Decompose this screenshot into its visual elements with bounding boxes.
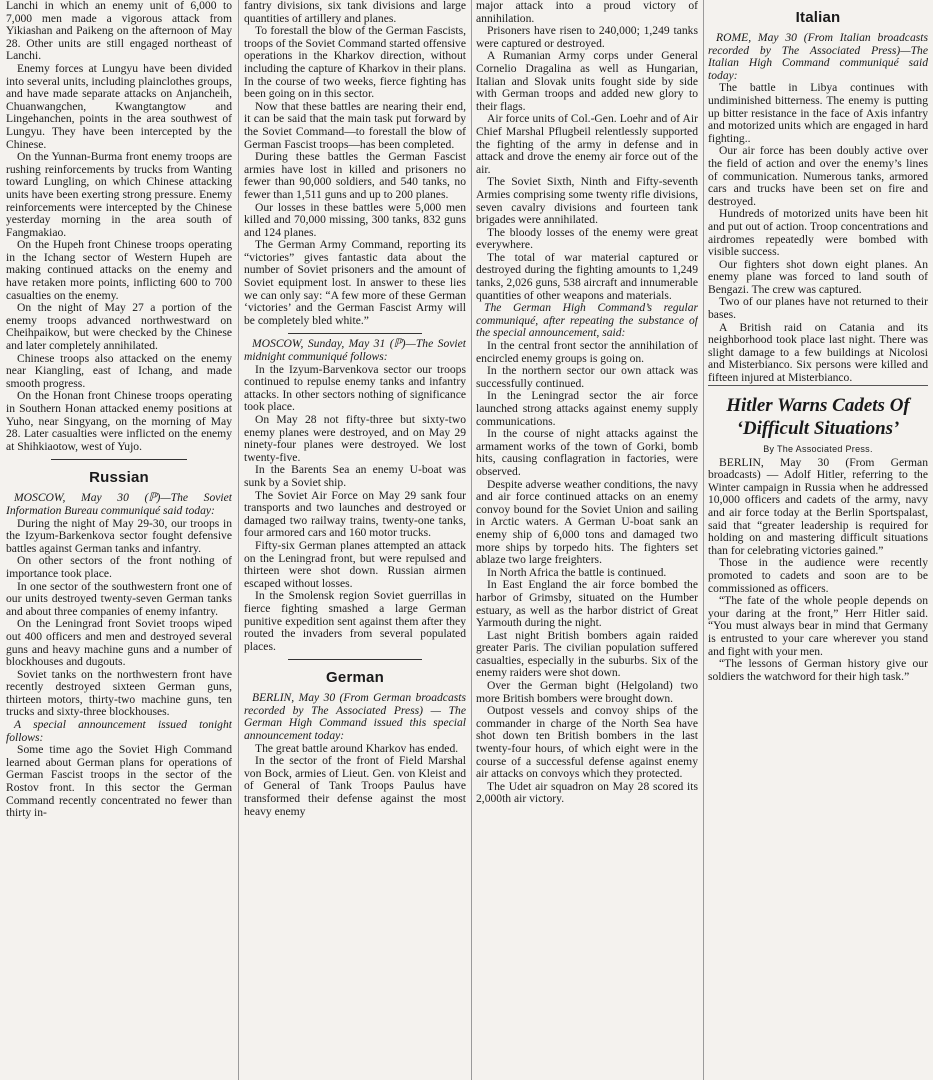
- paragraph: Air force units of Col.-Gen. Loehr and of Air Chief Marshal Pflugbeil relentlessly supported the fighting of the army in defense and in attack and drove the enemy air force out of the air.: [476, 112, 698, 176]
- paragraph: Our losses in these battles were 5,000 men killed and 70,000 missing, 300 tanks, 832 guns and 124 planes.: [244, 200, 466, 239]
- paragraph: Last night British bombers again raided greater Paris. The civilian population suffered casualties, especially in the suburbs. Six of the enemy raiders were shot down.: [476, 628, 698, 680]
- section-heading: German: [326, 669, 384, 687]
- paragraph: Hundreds of motorized units have been hit and put out of action. Troop concentrations and airdromes repeatedly were bombed with visible success.: [708, 207, 928, 259]
- paragraph: On other sectors of the front nothing of importance took place.: [6, 554, 232, 580]
- paragraph: The bloody losses of the enemy were great everywhere.: [476, 225, 698, 252]
- column-rule: [703, 0, 704, 1080]
- dateline: A special announcement issued tonight follows:: [6, 718, 232, 744]
- paragraph: A British raid on Catania and its neighborhood took place last night. There was slight damage to a few buildings at Nicolosi and Misterbianco. Six persons were killed and fifteen injured at Misterbianco.: [708, 320, 928, 385]
- paragraph: Now that these battles are nearing their end, it can be said that the main task put forward by the Soviet Command—to forestall the blow of German Fascist troops—has been completed.: [244, 99, 466, 151]
- paragraph: Our air force has been doubly active over the field of action and over the enemy’s lines of communication. Numerous tanks, armored cars and trucks have been set on fire and destroyed.: [708, 144, 928, 208]
- paragraph: major attack into a proud victory of annihilation.: [476, 0, 698, 25]
- paragraph: Enemy forces at Lungyu have been divided into several units, including plainclothes groups, and have made separate attacks on Anjancheih, Chuanwangchen, Kwangtangtow and Lingehanchen, points in the area southwest of Lungyu. They have been intercepted by the Chinese.: [6, 61, 232, 151]
- paragraph: During these battles the German Fascist armies have lost in killed and prisoners no fewer than 90,000 soldiers, and 540 tanks, no fewer than 1,511 guns and up to 200 planes.: [244, 150, 466, 201]
- paragraph: A Rumanian Army corps under General Cornelio Dragalina as well as Hungarian, Italian and Slovak units fought side by side with German troops and added new glory to their flags.: [476, 49, 698, 113]
- paragraph: The great battle around Kharkov has ended.: [255, 741, 459, 755]
- paragraph: Those in the audience were recently promoted to cadets and soon are to be commissioned as officers.: [708, 556, 928, 595]
- paragraph: Some time ago the Soviet High Command learned about German plans for operations of German Fascist troops in the sector of the Rostov front. In this sector the German Command recently concentrated no fewer than thirty in-: [6, 743, 232, 820]
- paragraph: The Soviet Air Force on May 29 sank four transports and two launches and destroyed or damaged two railway trains, twenty-one tanks, four armored cars and 160 motor trucks.: [244, 488, 466, 540]
- paragraph: Soviet tanks on the northwestern front have recently destroyed sixteen German guns, thirteen motors, thirty-two machine guns, ten trucks and sixty-three blockhouses.: [6, 667, 232, 719]
- paragraph: On the Hupeh front Chinese troops operating in the Ichang sector of Western Hupeh are making continued attacks on the enemy and have retaken more points, inflicting 600 to 700 casualties on the enemy.: [6, 238, 232, 302]
- byline: By The Associated Press.: [763, 443, 873, 454]
- column-4: [708, 0, 928, 1080]
- paragraph: The German Army Command, reporting its “victories” gives fantastic data about the number of Soviet prisoners and the amount of Soviet equipment lost. In answer to these lies we can only say: “A few more of these German ‘victories’ and the German Fascist Army will be completely bled white.”: [244, 238, 466, 327]
- column-1: [6, 0, 232, 1080]
- paragraph: Prisoners have risen to 240,000; 1,249 tanks were captured or destroyed.: [476, 24, 698, 50]
- paragraph: In East England the air force bombed the harbor of Grimsby, situated on the Humber estuary, as well as the harbor district of Great Yarmouth during the night.: [476, 578, 698, 630]
- paragraph: In the sector of the front of Field Marshal von Bock, armies of Lieut. Gen. von Kleist and of General of Tank Troops Paulus have transformed their defense against the most heavy enemy: [244, 754, 466, 818]
- column-rule: [471, 0, 472, 1080]
- paragraph: Despite adverse weather conditions, the navy and air force continued attacks on an enemy convoy bound for the Soviet Union and sailing in Arctic waters. A German U-boat sank an enemy ship of 6,000 tons and damaged two more ships by torpedo hits. The fighters set ablaze two large freighters.: [476, 477, 698, 567]
- paragraph: On May 28 not fifty-three but sixty-two enemy planes were destroyed, and on May 29 ninety-four planes were destroyed. We lost twenty-five.: [244, 413, 466, 464]
- paragraph: In the Barents Sea an enemy U-boat was sunk by a Soviet ship.: [244, 463, 466, 489]
- paragraph: Outpost vessels and convoy ships of the commander in charge of the North Sea have shot down ten British bombers in the last twenty-four hours, of which eight were in the course of a successful defense against enemy air attacks on convoys which they protected.: [476, 704, 698, 781]
- section-divider: [51, 459, 187, 460]
- paragraph: On the Yunnan-Burma front enemy troops are rushing reinforcements by trucks from Wanting toward Lungling, on which Chinese attacking units have been exerting strong pressure. Enemy reinforcements were intercepted by the Chinese yesterday morning in the area south of Fangmakiao.: [6, 150, 232, 239]
- paragraph: The total of war material captured or destroyed during the fighting amounts to 1,249 tanks, 2,026 guns, 538 aircraft and innumerable quantities of other weapons and materials.: [476, 250, 698, 302]
- paragraph: In North Africa the battle is continued.: [487, 565, 667, 579]
- dateline: BERLIN, May 30 (From German broadcasts recorded by The Associated Press) — The German High Command issued this special announcement today:: [244, 691, 466, 743]
- paragraph: On the Leningrad front Soviet troops wiped out 400 officers and men and destroyed several guns and heavy machine guns and a number of blockhouses and dugouts.: [6, 617, 232, 669]
- paragraph: To forestall the blow of the German Fascists, troops of the Soviet Command started offensive operations in the Kharkov direction, without including the capture of Kharkov in their plans. In the course of two weeks, fierce fighting has been going on in this sector.: [244, 24, 466, 101]
- dateline: MOSCOW, May 30 (ℙ)—The Soviet Information Bureau communiqué said today:: [6, 491, 232, 517]
- story-divider: [708, 385, 928, 386]
- paragraph: During the night of May 29-30, our troops in the Izyum-Barkenkova sector fought defensive battles against German tanks and infantry.: [6, 516, 232, 555]
- paragraph: Over the German bight (Helgoland) two more British bombers were brought down.: [476, 679, 698, 705]
- paragraph: Our fighters shot down eight planes. An enemy plane was forced to land south of Bengazi. The crew was captured.: [708, 257, 928, 296]
- paragraph: Chinese troops also attacked on the enemy near Kiangling, east of Ichang, and made smooth progress.: [6, 351, 232, 390]
- column-3: [476, 0, 698, 1080]
- paragraph: The Soviet Sixth, Ninth and Fifty-seventh Armies comprising some twenty rifle divisions, seven cavalry divisions and fourteen tank brigades were annihilated.: [476, 175, 698, 227]
- section-heading: Italian: [795, 9, 841, 26]
- paragraph: On the night of May 27 a portion of the enemy troops advanced northwestward on Cheihpaikow, but were checked by the Chinese and later completely annihilated.: [6, 301, 232, 353]
- column-rule: [238, 0, 239, 1080]
- paragraph: The battle in Libya continues with undiminished bitterness. The enemy is putting up bitter resistance in the face of Axis infantry and motorized units which are engaged in hard fighting..: [708, 81, 928, 145]
- section-heading: Russian: [89, 469, 149, 487]
- section-divider: [288, 333, 421, 334]
- dateline: ROME, May 30 (From Italian broadcasts recorded by The Associated Press)—The Italian High Command communiqué said today:: [708, 31, 928, 82]
- paragraph: In the course of night attacks against the armament works of the town of Gorki, bomb hits, causing conflagration in factories, were observed.: [476, 427, 698, 478]
- paragraph: In the Smolensk region Soviet guerrillas in fierce fighting smashed a large German punitive expedition sent against them after they routed the invaders from several populated places.: [244, 589, 466, 653]
- paragraph: The Udet air squadron on May 28 scored its 2,000th air victory.: [476, 779, 698, 806]
- headline: Hitler Warns Cadets Of ‘Difficult Situations’: [726, 394, 910, 439]
- paragraph: In the Izyum-Barvenkova sector our troops continued to repulse enemy tanks and infantry attacks. In other sectors nothing of significance took place.: [244, 362, 466, 414]
- paragraph: On the Honan front Chinese troops operating in Southern Honan attacked enemy positions at Yuho, near Singyang, on the morning of May 28. Later casualties were inflicted on the enemy at Shihkiaotow, west of Yujo.: [6, 389, 232, 453]
- dateline: The German High Command’s regular communiqué, after repeating the substance of the special announcement, said:: [476, 301, 698, 340]
- section-divider: [288, 659, 421, 660]
- dateline: MOSCOW, Sunday, May 31 (ℙ)—The Soviet midnight communiqué follows:: [244, 337, 466, 364]
- paragraph: Fifty-six German planes attempted an attack on the Leningrad front, but were repulsed and thirteen were shot down. Russian airmen escaped without losses.: [244, 538, 466, 590]
- paragraph: In the Leningrad sector the air force launched strong attacks against enemy supply communications.: [476, 389, 698, 428]
- paragraph: Lanchi in which an enemy unit of 6,000 to 7,000 men made a vigorous attack from Yikiashan and Paikeng on the afternoon of May 28. Other units are still engaged northeast of Lanchi.: [6, 0, 232, 63]
- paragraph: “The lessons of German history give our soldiers the watchword for their high task.”: [708, 657, 928, 683]
- paragraph: fantry divisions, six tank divisions and large quantities of artillery and planes.: [244, 0, 466, 25]
- paragraph: In the northern sector our own attack was successfully continued.: [476, 364, 698, 390]
- column-2: [244, 0, 466, 1080]
- paragraph: “The fate of the whole people depends on your daring at the front,” Herr Hitler said. “You must always bear in mind that Germany is entrusted to your care wherever you stand and fight with your men.: [708, 594, 928, 658]
- paragraph: In one sector of the southwestern front one of our units destroyed twenty-seven German tanks and about three companies of enemy infantry.: [6, 579, 232, 618]
- paragraph: Two of our planes have not returned to their bases.: [708, 295, 928, 322]
- paragraph: BERLIN, May 30 (From German broadcasts) — Adolf Hitler, referring to the Winter campaign in Russia when he addressed 10,000 officers and cadets of the army, navy and air force today at the Berlin Sportspalast, said that “greater leadership is required for holding on and mastering difficult situations than for celebrating victories gained.”: [708, 455, 928, 557]
- paragraph: In the central front sector the annihilation of encircled enemy groups is going on.: [476, 339, 698, 365]
